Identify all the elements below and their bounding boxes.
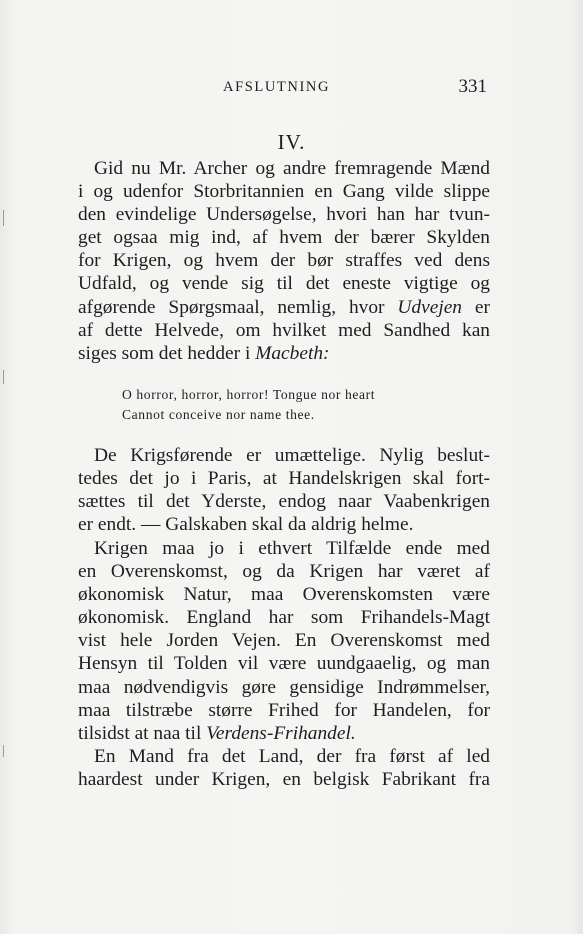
text-line: sættes til det Yderste, endog naar Vaabenkrigen xyxy=(78,491,490,513)
text-line: økonomisk. England har som Frihandels-Magt xyxy=(78,607,490,629)
italic-emphasis: Macbeth: xyxy=(255,342,330,364)
text-line: er endt. — Galskaben skal da aldrig helme. xyxy=(78,514,414,536)
text-line: af dette Helvede, om hvilket med Sandhed kan xyxy=(78,319,490,341)
paragraph-2 xyxy=(78,444,490,536)
running-head-title: AFSLUTNING xyxy=(223,79,331,95)
italic-emphasis: Verdens-Frihandel. xyxy=(206,722,356,744)
edge-mark xyxy=(3,745,4,757)
text-line: En Mand fra det Land, der fra først af led xyxy=(94,746,490,767)
text-line: økonomisk Natur, maa Overenskomsten være xyxy=(78,584,490,606)
paragraph-3 xyxy=(78,537,490,745)
edge-mark xyxy=(3,210,4,226)
quote-line: O horror, horror, horror! Tongue nor heart xyxy=(122,387,376,402)
text-line: den evindelige Undersøgelse, hvori han har tvun- xyxy=(78,204,490,226)
text-line: afgørende Spørgsmaal, nemlig, hvor Udvejen er xyxy=(78,296,490,318)
text-line: vist hele Jorden Vejen. En Overenskomst med xyxy=(78,630,490,652)
text-line: tedes det jo i Paris, at Handelskrigen skal fort- xyxy=(78,468,490,490)
paragraph-4 xyxy=(78,745,490,791)
text-line: Udfald, og vende sig til det eneste vigtige og xyxy=(78,273,490,295)
text-line: Krigen maa jo i ethvert Tilfælde ende med xyxy=(94,538,490,559)
text-line: haardest under Krigen, en belgisk Fabrikant fra xyxy=(78,769,490,791)
text-line: tilsidst at naa til Verdens-Frihandel. xyxy=(78,722,356,744)
text-line: get ogsaa mig ind, af hvem der bærer Skylden xyxy=(78,227,490,249)
text-line: maa tilstræbe større Frihed for Handelen, for xyxy=(78,699,490,721)
text-line: maa nødvendigvis gøre gensidige Indrømmelser, xyxy=(78,676,490,698)
paragraph-1 xyxy=(78,157,490,365)
text-line: Hensyn til Tolden vil være uundgaaelig, og man xyxy=(78,653,490,675)
page-number: 331 xyxy=(458,76,487,97)
text-line: i og udenfor Storbritannien en Gang vilde slippe xyxy=(78,181,490,203)
text-line: De Krigsførende er umættelige. Nylig beslut- xyxy=(94,445,490,466)
section-number: IV. xyxy=(277,130,306,154)
italic-emphasis: Udvejen xyxy=(397,296,463,318)
quote-line: Cannot conceive nor name thee. xyxy=(122,407,315,422)
text-line: siges som det hedder i Macbeth: xyxy=(78,342,330,364)
edge-mark xyxy=(3,370,4,384)
text-line: Gid nu Mr. Archer og andre fremragende Mænd xyxy=(94,158,490,179)
text-line: for Krigen, og hvem der bør straffes ved dens xyxy=(78,250,490,272)
verse-quote xyxy=(122,385,432,425)
text-line: en Overenskomst, og da Krigen har været af xyxy=(78,561,490,583)
running-head xyxy=(78,76,487,100)
